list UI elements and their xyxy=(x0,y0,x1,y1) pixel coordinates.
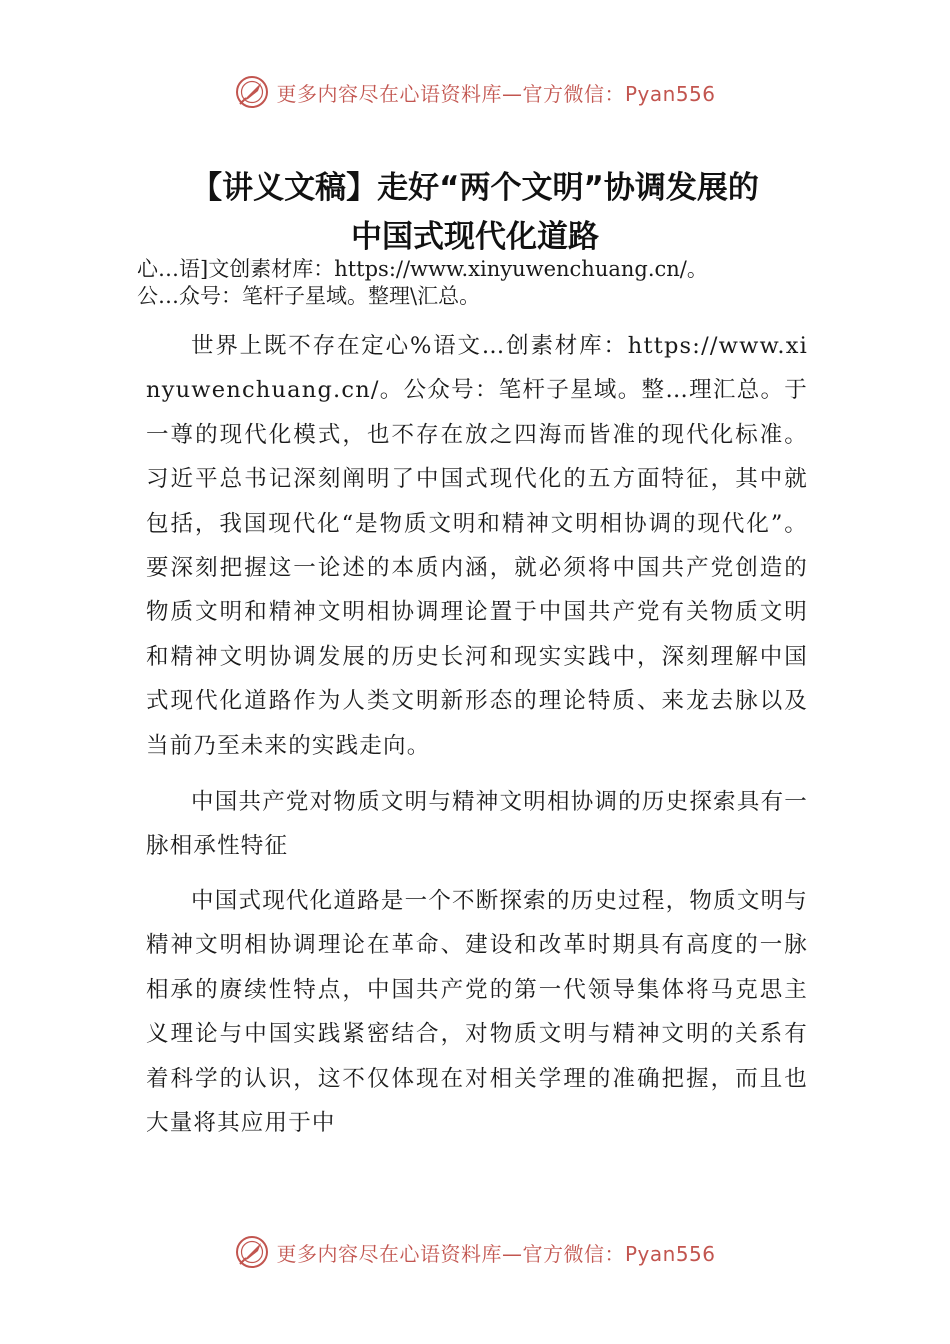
section-heading: 中国共产党对物质文明与精神文明相协调的历史探索具有一脉相承性特征 xyxy=(146,789,808,860)
source-line-1: 心…语]文创素材库：https://www.xinyuwenchuang.cn/。 xyxy=(137,257,708,281)
source-note xyxy=(137,256,837,310)
source-line-2: 公…众号：笔杆子星域。整理\汇总。 xyxy=(137,284,481,308)
header-banner xyxy=(0,70,950,114)
banner-contact: Pyan556 xyxy=(624,81,716,106)
title-line-2: 中国式现代化道路 xyxy=(351,219,599,255)
banner-text: 更多内容尽在心语资料库—官方微信：Pyan556 xyxy=(276,1241,716,1266)
banner-contact: Pyan556 xyxy=(624,1241,716,1266)
quill-circle-logo-icon xyxy=(234,1234,270,1270)
quill-circle-logo-icon xyxy=(234,74,270,110)
banner-text: 更多内容尽在心语资料库—官方微信：Pyan556 xyxy=(276,81,716,106)
title-line-1: 【讲义文稿】走好“两个文明”协调发展的 xyxy=(191,170,759,206)
document-body xyxy=(146,324,808,1145)
document-title xyxy=(95,164,855,262)
footer-banner xyxy=(0,1230,950,1274)
body-paragraph: 中国式现代化道路是一个不断探索的历史过程，物质文明与精神文明相协调理论在革命、建设和改革时期具有高度的一脉相承的赓续性特点，中国共产党的第一代领导集体将马克思主义理论与中国实践紧密结合，对物质文明与精神文明的关系有着科学的认识，这不仅体现在对相关学理的准确把握，而且也大量将其应用于中 xyxy=(146,887,808,1136)
body-paragraph: 世界上既不存在定心%语文…创素材库：https://www.xinyuwenchuang.cn/。公众号：笔杆子星域。整…理汇总。于一尊的现代化模式，也不存在放之四海而皆准的现代化标准。习近平总书记深刻阐明了中国式现代化的五方面特征，其中就包括，我国现代化“是物质文明和精神文明相协调的现代化”。要深刻把握这一论述的本质内涵，就必须将中国共产党创造的物质文明和精神文明相协调理论置于中国共产党有关物质文明和精神文明协调发展的历史长河和现实实践中，深刻理解中国式现代化道路作为人类文明新形态的理论特质、来龙去脉以及当前乃至未来的实践走向。 xyxy=(146,333,808,759)
